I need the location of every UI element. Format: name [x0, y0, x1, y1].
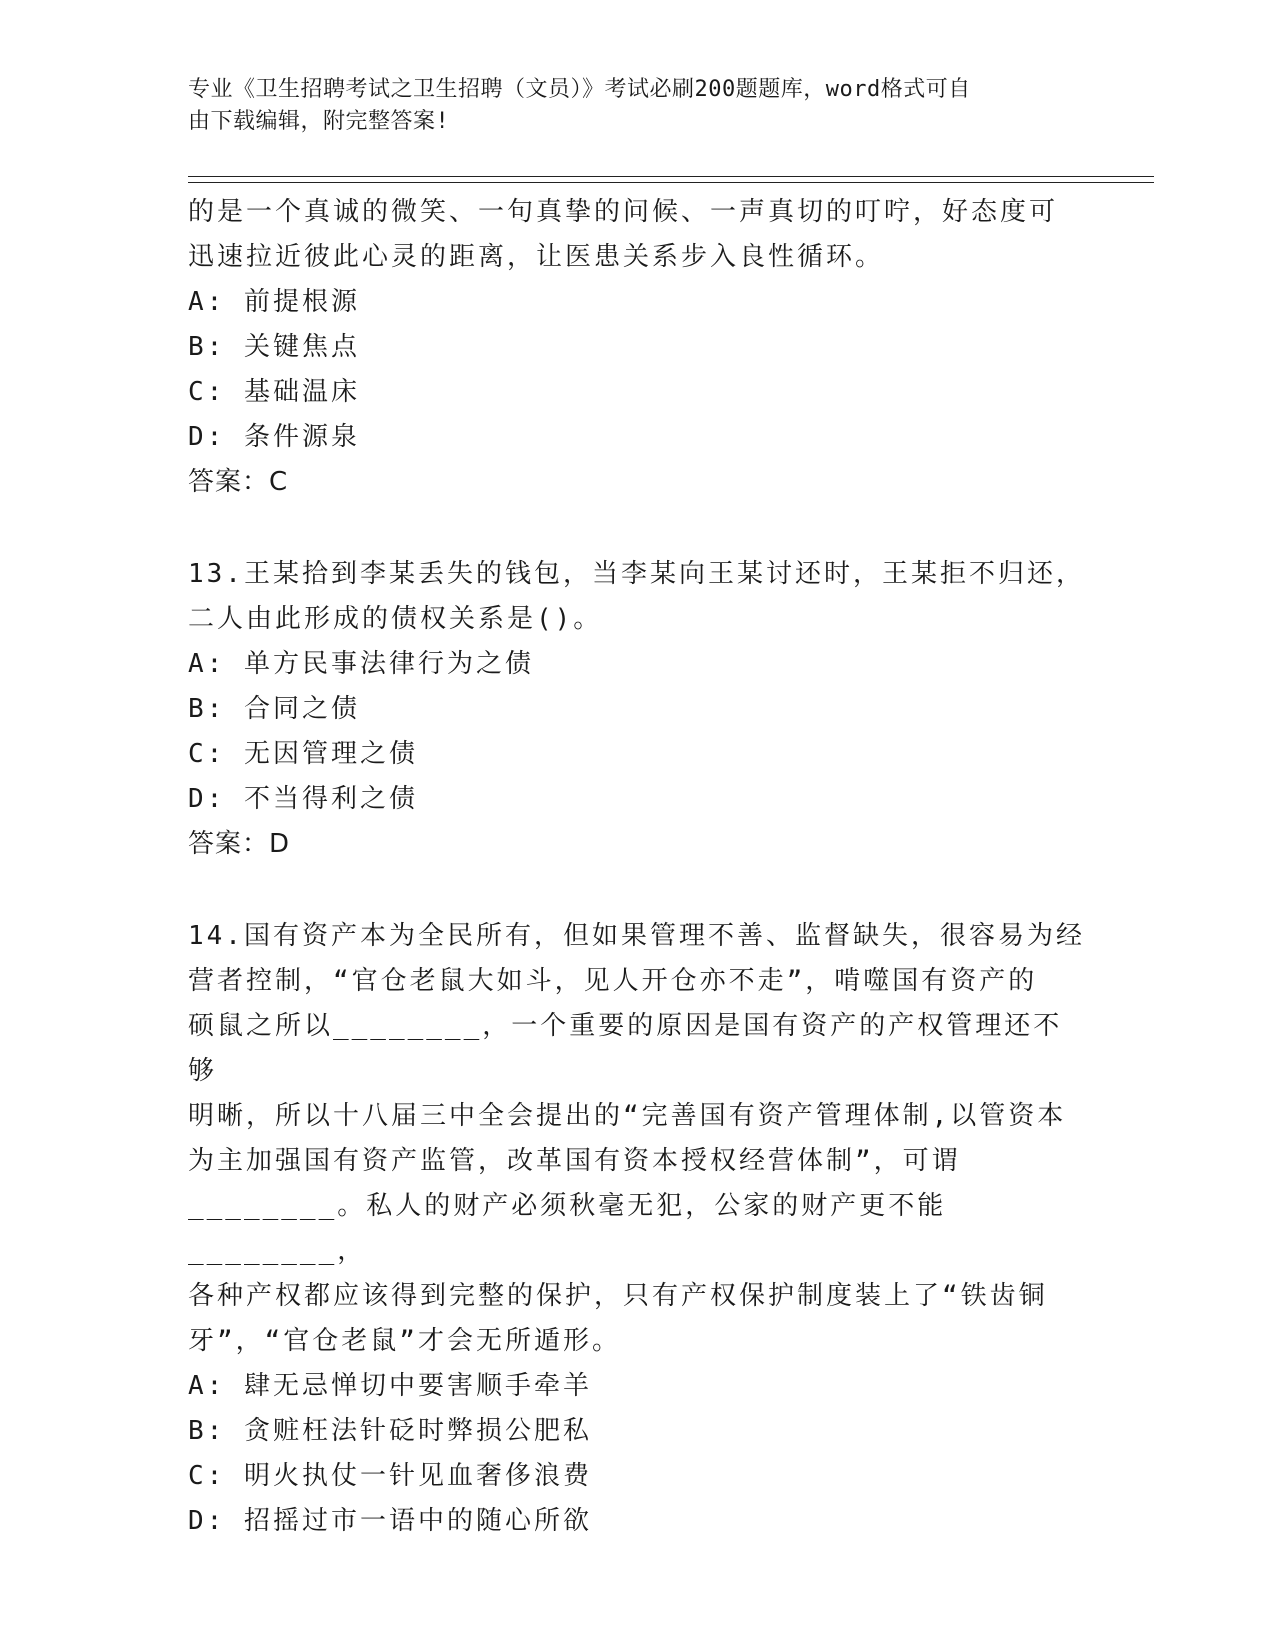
question-13-option-c: C: 无因管理之债 — [188, 739, 418, 769]
question-14-text-line-4: 明晰，所以十八届三中全会提出的“完善国有资产管理体制,以管资本 — [188, 1101, 1067, 1131]
question-12-text-line-1: 的是一个真诚的微笑、一句真挚的问候、一声真切的叮咛，好态度可 — [188, 197, 1059, 227]
question-13 — [188, 552, 1088, 867]
question-14-text-line-2: 营者控制，“官仓老鼠大如斗，见人开仓亦不走”，啃噬国有资产的 — [188, 966, 1038, 996]
question-12-text-line-2: 迅速拉近彼此心灵的距离，让医患关系步入良性循环。 — [188, 242, 885, 272]
question-14-option-d: D: 招摇过市一语中的随心所欲 — [188, 1506, 592, 1536]
question-14 — [188, 914, 1088, 1544]
question-13-option-b: B: 合同之债 — [188, 694, 360, 724]
document-header — [188, 74, 1068, 138]
spacer — [188, 867, 1088, 914]
question-14-text-line-8: 牙”，“官仓老鼠”才会无所遁形。 — [188, 1326, 621, 1356]
question-12-option-d: D: 条件源泉 — [188, 422, 360, 452]
question-12-option-c: C: 基础温床 — [188, 377, 360, 407]
question-12-option-a: A: 前提根源 — [188, 287, 360, 317]
spacer — [188, 505, 1088, 552]
question-14-text-line-6: ________。私人的财产必须秋毫无犯，公家的财产更不能________， — [188, 1191, 947, 1266]
header-rule-bottom — [188, 182, 1154, 183]
header-line-1: 专业《卫生招聘考试之卫生招聘（文员）》考试必刷200题题库，word格式可自 — [188, 77, 971, 102]
question-14-text-line-1: 14.国有资产本为全民所有，但如果管理不善、监督缺失，很容易为经 — [188, 921, 1085, 951]
question-12-option-b: B: 关键焦点 — [188, 332, 360, 362]
header-rule-top — [188, 176, 1154, 177]
question-13-text-line-2: 二人由此形成的债权关系是()。 — [188, 604, 603, 634]
question-13-answer: 答案：D — [188, 829, 291, 859]
question-13-option-a: A: 单方民事法律行为之债 — [188, 649, 534, 679]
question-14-option-b: B: 贪赃枉法针砭时弊损公肥私 — [188, 1416, 592, 1446]
question-14-option-a: A: 肆无忌惮切中要害顺手牵羊 — [188, 1371, 592, 1401]
question-14-text-line-7: 各种产权都应该得到完整的保护，只有产权保护制度装上了“铁齿铜 — [188, 1281, 1048, 1311]
question-13-text-line-1: 13.王某拾到李某丢失的钱包，当李某向王某讨还时，王某拒不归还， — [188, 559, 1085, 589]
question-14-text-line-5: 为主加强国有资产监管，改革国有资本授权经营体制”，可谓 — [188, 1146, 961, 1176]
header-line-2: 由下载编辑，附完整答案! — [188, 109, 450, 134]
question-13-option-d: D: 不当得利之债 — [188, 784, 418, 814]
question-12-answer: 答案：C — [188, 467, 289, 497]
question-14-text-line-3: 硕鼠之所以________，一个重要的原因是国有资产的产权管理还不够 — [188, 1011, 1063, 1086]
question-12 — [188, 190, 1088, 505]
document-body — [188, 190, 1088, 1544]
question-14-option-c: C: 明火执仗一针见血奢侈浪费 — [188, 1461, 592, 1491]
